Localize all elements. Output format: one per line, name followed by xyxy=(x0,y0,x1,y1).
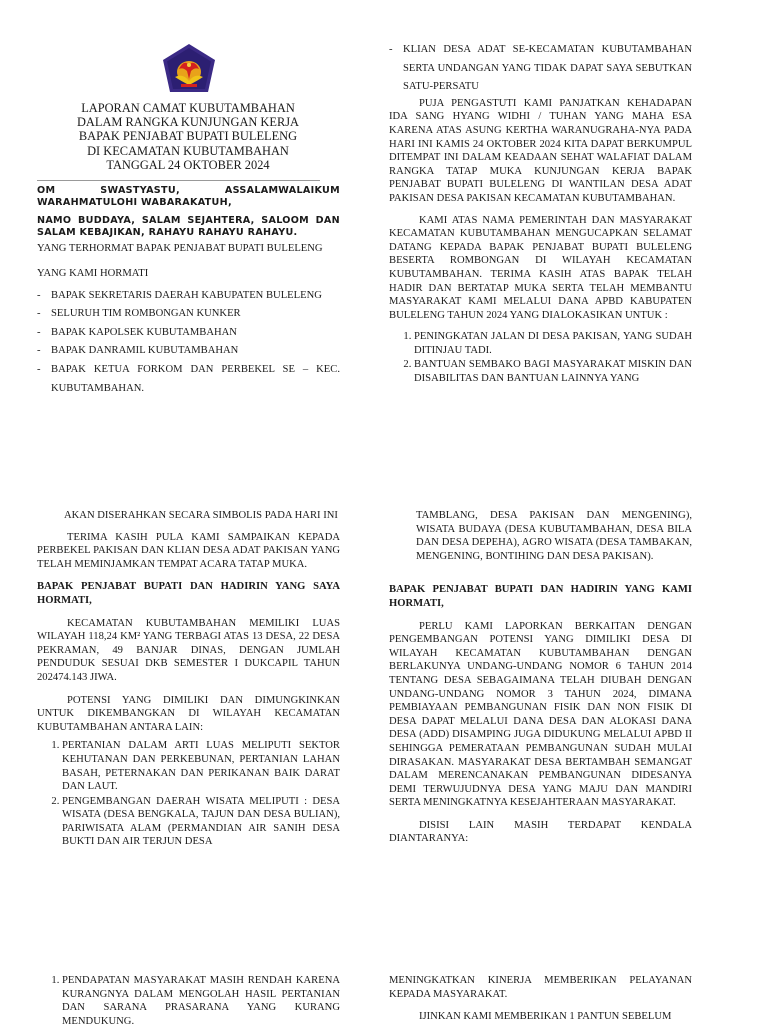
list-item: - KLIAN DESA ADAT SE-KECAMATAN KUBUTAMBAHAN SERTA UNDANGAN YANG TIDAK DAPAT SAYA SEBUTKAN SATU-PERSATU xyxy=(389,41,692,97)
section-heading: BAPAK PENJABAT BUPATI DAN HADIRIN YANG SAYA HORMATI, xyxy=(37,581,340,606)
continued-text: MENINGKATKAN KINERJA MEMBERIKAN PELAYANAN KEPADA MASYARAKAT. xyxy=(389,975,692,1000)
buleleng-emblem-logo xyxy=(161,43,217,93)
title-line: TANGGAL 24 OKTOBER 2024 xyxy=(106,157,270,172)
constraints-intro: DISISI LAIN MASIH TERDAPAT KENDALA DIANTARANYA: xyxy=(389,819,692,845)
right-column xyxy=(389,41,692,392)
list-item: 1. PENDAPATAN MASYARAKAT MASIH RENDAH KARENA KURANGNYA DALAM MENGOLAH HASIL PERTANIAN DAN SARANA PRASARANA YANG KURANG MENDUKUNG. xyxy=(62,974,340,1024)
constraints-list xyxy=(37,974,340,1024)
right-column xyxy=(389,509,692,854)
list-item: - BAPAK KETUA FORKOM DAN PERBEKEL SE – KEC. KUBUTAMBAHAN. xyxy=(37,361,340,398)
report-title xyxy=(37,101,339,172)
title-line: DI KECAMATAN KUBUTAMBAHAN xyxy=(87,143,289,158)
welcome-paragraph: KAMI ATAS NAMA PEMERINTAH DAN MASYARAKAT KECAMATAN KUBUTAMBAHAN MENGUCAPKAN SELAMAT DATANG KEPADA BAPAK PENJABAT BUPATI BULELENG BESERTA ROMBONGAN DI WILAYAH KECAMATAN KUBUTAMBAHAN. TERIMA KASIH ATAS BAPAK TELAH HADIR DAN BERTATAP MUKA SERTA TELAH MEMBANTU MASYARAKAT KAMI MELALUI DANA APBD KABUPATEN BULELENG TAHUN 2024 YANG DIALOKASIKAN UNTUK : xyxy=(389,214,692,321)
potential-list xyxy=(37,739,340,849)
list-item: 1. PENINGKATAN JALAN DI DESA PAKISAN, YANG SUDAH DITINJAU TADI. xyxy=(414,330,692,357)
area-paragraph: KECAMATAN KUBUTAMBAHAN MEMILIKI LUAS WILAYAH 118,24 KM² YANG TERBAGI ATAS 13 DESA, 22 DESA PEKRAMAN, 49 BANJAR DINAS, DENGAN JUMLAH PENDUDUK SESUAI DKB SEMESTER I DUKCAPIL TAHUN 202474.143 JIWA. xyxy=(37,617,340,683)
left-column xyxy=(37,974,340,1024)
honoree-list xyxy=(37,287,340,399)
right-column xyxy=(389,974,692,1024)
allocation-list xyxy=(389,330,692,385)
respect-heading: YANG KAMI HORMATI xyxy=(37,267,149,279)
honoree-list-continued xyxy=(389,41,692,97)
title-line: LAPORAN CAMAT KUBUTAMBAHAN xyxy=(81,101,295,115)
list-item: 2. BANTUAN SEMBAKO BAGI MASYARAKAT MISKIN DAN DISABILITAS DAN BANTUAN LAINNYA YANG xyxy=(414,358,692,385)
list-item: - BAPAK SEKRETARIS DAERAH KABUPATEN BULELENG xyxy=(37,287,340,306)
page-1 xyxy=(0,0,768,470)
development-paragraph: PERLU KAMI LAPORKAN BERKAITAN DENGAN PENGEMBANGAN POTENSI YANG DIMILIKI DESA DI WILAYAH KECAMATAN KUBUTAMBAHAN DENGAN BERLAKUNYA UNDANG-UNDANG NOMOR 6 TAHUN 2014 TENTANG DESA SEBAGAIMANA TELAH DIUBAH DENGAN UNDANG-UNDANG NOMOR 3 TAHUN 2024, DIMANA PEMBIAYAAN PEMBANGUNAN FISIK DAN NON FISIK DI DESA DAPAT MELALUI DANA DESA DAN ALOKASI DANA DESA (ADD) DISAMPING JUGA DIDUKUNG MELALUI APBD II SEHINGGA PEMERATAAN PEMBANGUNAN SUDAH MULAI DIRASAKAN. MASYARAKAT DESA BERTAMBAH SEMANGAT DALAM MERENCANAKAN PEMBANGUNAN DIDESANYA DEMI TERWUJUDNYA DESA YANG MAJU DAN MANDIRI SERTA MENINGKATNYA KESEJAHTERAAN MASYARAKAT. xyxy=(389,620,692,809)
page-3 xyxy=(0,965,768,1024)
greeting-salutation: OM SWASTYASTU, ASSALAMWALAIKUM WARAHMATULOHI WABARAKATUH, xyxy=(37,185,340,208)
opening-prayer: PUJA PENGASTUTI KAMI PANJATKAN KEHADAPAN IDA SANG HYANG WIDHI / TUHAN YANG MAHA ESA KARENA ATAS ASUNG KERTHA WARANUGRAHA-NYA PADA HARI INI KAMIS 24 OKTOBER 2024 KITA DAPAT BERKUMPUL DITEMPAT INI DALAM KEADAAN SEHAT WALAFIAT DALAM RANGKA TATAP MUKA KUNJUNGAN KERJA BAPAK PENJABAT BUPATI BULELENG DI WANTILAN DESA ADAT PAKISAN DESA PAKISAN KECAMATAN KUBUTAMBAHAN. xyxy=(389,97,692,204)
title-divider xyxy=(37,180,320,181)
left-column xyxy=(37,509,340,855)
list-item: - BAPAK KAPOLSEK KUBUTAMBAHAN xyxy=(37,324,340,343)
title-line: BAPAK PENJABAT BUPATI BULELENG xyxy=(78,129,298,144)
page-2 xyxy=(0,500,768,955)
respect-bupati: YANG TERHORMAT BAPAK PENJABAT BUPATI BULELENG xyxy=(37,243,323,255)
left-column xyxy=(37,185,340,398)
continued-text: TAMBLANG, DESA PAKISAN DAN MENGENING), WISATA BUDAYA (DESA KUBUTAMBAHAN, DESA BILA DAN DESA DEPEHA), AGRO WISATA (DESA TAMBAKAN, MENGENING, BONTIHING DAN DESA PAKISAN). xyxy=(416,510,692,562)
section-heading: BAPAK PENJABAT BUPATI DAN HADIRIN YANG KAMI HORMATI, xyxy=(389,584,692,609)
list-item: - SELURUH TIM ROMBONGAN KUNKER xyxy=(37,305,340,324)
thanks-paragraph: TERIMA KASIH PULA KAMI SAMPAIKAN KEPADA PERBEKEL PAKISAN DAN KLIAN DESA ADAT PAKISAN YANG TELAH MEMINJAMKAN TEMPAT ACARA TATAP MUKA. xyxy=(37,531,340,570)
title-line: DALAM RANGKA KUNJUNGAN KERJA xyxy=(76,115,299,130)
potential-paragraph: POTENSI YANG DIMILIKI DAN DIMUNGKINKAN UNTUK DIKEMBANGKAN DI WILAYAH KECAMATAN KUBUTAMBAHAN ANTARA LAIN: xyxy=(37,694,340,733)
greeting-interfaith: NAMO BUDDAYA, SALAM SEJAHTERA, SALOOM DAN SALAM KEBAJIKAN, RAHAYU RAHAYU RAHAYU. xyxy=(37,215,340,238)
list-item: - BAPAK DANRAMIL KUBUTAMBAHAN xyxy=(37,342,340,361)
continued-text: AKAN DISERAHKAN SECARA SIMBOLIS PADA HARI INI xyxy=(64,510,338,521)
list-item: 2. PENGEMBANGAN DAERAH WISATA MELIPUTI : DESA WISATA (DESA BENGKALA, TAJUN DAN DESA BULIAN), PARIWISATA ALAM (PERMANDIAN AIR SANIH DESA BUKTI DAN AIR TERJUN DESA xyxy=(62,795,340,849)
pantun-intro: IJINKAN KAMI MEMBERIKAN 1 PANTUN SEBELUM xyxy=(419,1011,672,1023)
list-item: 1. PERTANIAN DALAM ARTI LUAS MELIPUTI SEKTOR KEHUTANAN DAN PERKEBUNAN, PERTANIAN LAHAN BASAH, PETERNAKAN DAN PERIKANAN BAIK DARAT DAN LAUT. xyxy=(62,739,340,793)
